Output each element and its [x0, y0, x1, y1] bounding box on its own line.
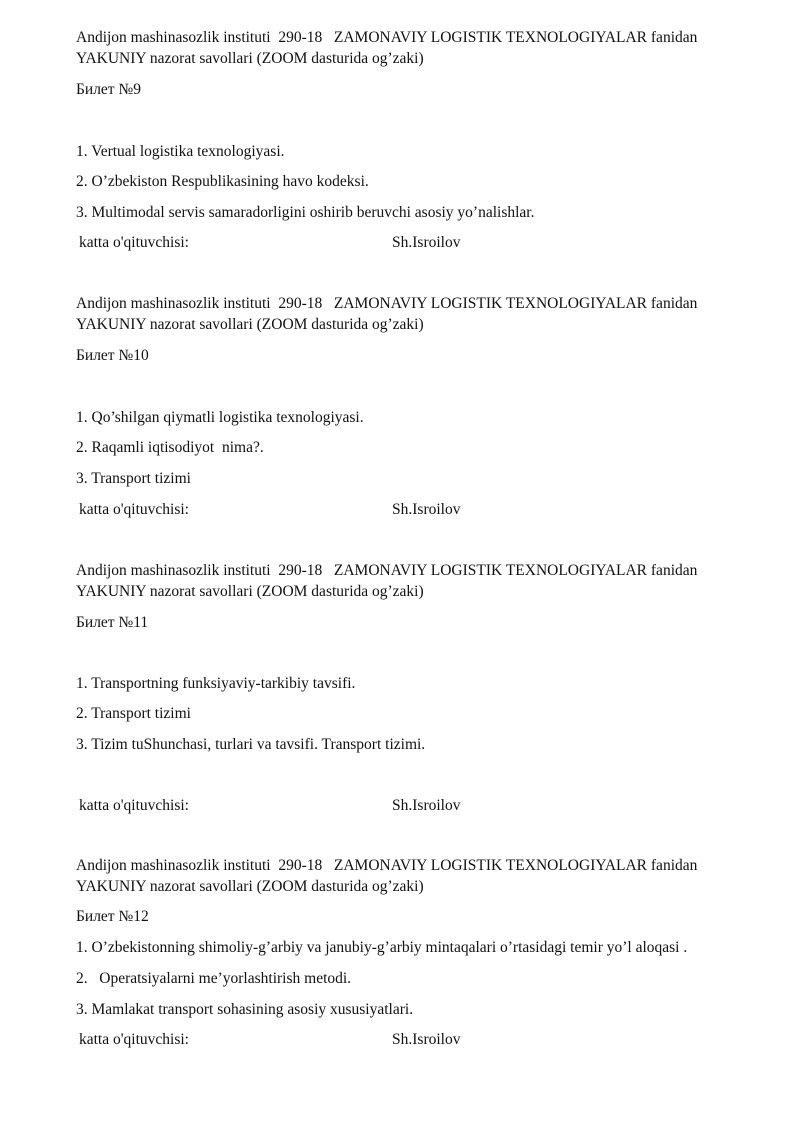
- ticket-header-line2: YAKUNIY nazorat savollari (ZOOM dasturida og’zaki): [76, 50, 424, 67]
- signature-name: Sh.Isroilov: [392, 501, 461, 518]
- question-2: 2. Raqamli iqtisodiyot nima?.: [76, 439, 264, 456]
- ticket-header-line1: Andijon mashinasozlik instituti 290-18 ZAMONAVIY LOGISTIK TEXNOLOGIYALAR fanidan: [76, 562, 698, 579]
- ticket-number: Билет №12: [76, 908, 149, 925]
- question-2: 2. Operatsiyalarni me’yorlashtirish metodi.: [76, 970, 352, 987]
- signature-name: Sh.Isroilov: [392, 797, 461, 814]
- question-1: 1. O’zbekistonning shimoliy-g’arbiy va janubiy-g’arbiy mintaqalari o’rtasidagi temir yo’l aloqasi .: [76, 939, 688, 956]
- ticket-header-line2: YAKUNIY nazorat savollari (ZOOM dasturida og’zaki): [76, 878, 424, 895]
- ticket-number: Билет №9: [76, 81, 141, 98]
- question-3: 3. Tizim tuShunchasi, turlari va tavsifi. Transport tizimi.: [76, 736, 426, 753]
- question-1: 1. Qo’shilgan qiymatli logistika texnologiyasi.: [76, 409, 364, 426]
- ticket-number: Билет №10: [76, 347, 149, 364]
- question-2: 2. Transport tizimi: [76, 705, 191, 722]
- ticket-header-line1: Andijon mashinasozlik instituti 290-18 ZAMONAVIY LOGISTIK TEXNOLOGIYALAR fanidan: [76, 295, 698, 312]
- signature-name: Sh.Isroilov: [392, 234, 461, 251]
- ticket-number: Билет №11: [76, 614, 149, 631]
- signature-role: katta o'qituvchisi:: [79, 501, 189, 518]
- ticket-header-line2: YAKUNIY nazorat savollari (ZOOM dasturida og’zaki): [76, 316, 424, 333]
- signature-role: katta o'qituvchisi:: [79, 234, 189, 251]
- signature-role: katta o'qituvchisi:: [79, 797, 189, 814]
- question-1: 1. Vertual logistika texnologiyasi.: [76, 143, 285, 160]
- signature-role: katta o'qituvchisi:: [79, 1031, 189, 1048]
- question-2: 2. O’zbekiston Respublikasining havo kodeksi.: [76, 173, 369, 190]
- ticket-header-line1: Andijon mashinasozlik instituti 290-18 ZAMONAVIY LOGISTIK TEXNOLOGIYALAR fanidan: [76, 29, 698, 46]
- ticket-header-line1: Andijon mashinasozlik instituti 290-18 ZAMONAVIY LOGISTIK TEXNOLOGIYALAR fanidan: [76, 857, 698, 874]
- question-3: 3. Transport tizimi: [76, 470, 191, 487]
- question-1: 1. Transportning funksiyaviy-tarkibiy tavsifi.: [76, 675, 356, 692]
- ticket-header-line2: YAKUNIY nazorat savollari (ZOOM dasturida og’zaki): [76, 583, 424, 600]
- signature-name: Sh.Isroilov: [392, 1031, 461, 1048]
- question-3: 3. Multimodal servis samaradorligini oshirib beruvchi asosiy yo’nalishlar.: [76, 204, 535, 221]
- question-3: 3. Mamlakat transport sohasining asosiy xususiyatlari.: [76, 1001, 414, 1018]
